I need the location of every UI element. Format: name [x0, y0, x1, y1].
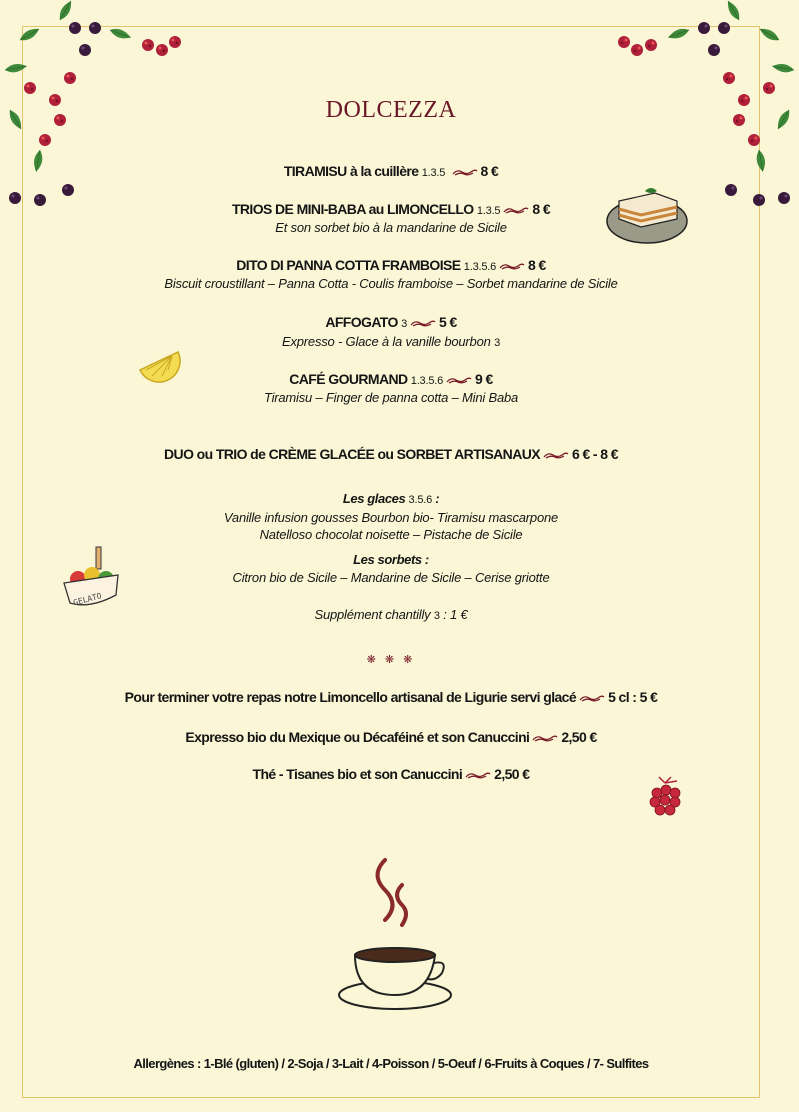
item-name: Thé - Tisanes bio et son Canuccini [252, 766, 463, 782]
drink-expresso [0, 729, 782, 745]
page-title: DOLCEZZA [325, 97, 457, 123]
glaces-label: Les glaces [342, 491, 406, 506]
supplement-line [0, 607, 782, 622]
item-name: AFFOGATO [325, 314, 398, 330]
item-price: 6 € - 8 € [571, 446, 618, 462]
coffee-cup-illustration [330, 855, 460, 1015]
item-price: 8 € [532, 201, 551, 217]
allergens-footer: Allergènes : 1-Blé (gluten) / 2-Soja / 3-Lait / 4-Poisson / 5-Oeuf / 6-Fruits à Coques / 7- Sulfites [133, 1056, 649, 1071]
menu-item-tiramisu [0, 163, 782, 179]
sorbets-heading: Les sorbets : [353, 552, 429, 567]
item-price: 9 € [475, 371, 493, 387]
item-name: DUO ou TRIO de CRÈME GLACÉE ou SORBET ARTISANAUX [164, 446, 540, 462]
item-allergens: 1.3.5.6 [410, 375, 444, 387]
item-price: 5 € [439, 314, 457, 330]
menu-item-affogato [0, 314, 782, 330]
menu-item-panna-cotta [0, 257, 782, 273]
item-allergens: 1.3.5 [421, 167, 446, 179]
tilde-ornament-icon [410, 318, 436, 328]
item-allergens: 3 [401, 318, 407, 330]
item-name: DITO DI PANNA COTTA FRAMBOISE [236, 257, 461, 273]
gelato-label: GELATO [72, 591, 103, 608]
item-allergens: 3.5.6 [408, 494, 433, 506]
item-description: Biscuit croustillant – Panna Cotta - Coulis framboise – Sorbet mandarine de Sicile [164, 276, 618, 291]
tilde-ornament-icon [532, 733, 558, 743]
glaces-line: Vanille infusion gousses Bourbon bio- Tiramisu mascarpone [223, 510, 559, 525]
item-description [0, 334, 782, 349]
item-allergens: 3 [433, 610, 440, 622]
item-allergens: 3 [494, 337, 500, 349]
glaces-heading [0, 491, 782, 506]
colon: : [432, 491, 440, 506]
supplement-label: Supplément chantilly [314, 607, 431, 622]
item-name: TIRAMISU à la cuillère [283, 163, 419, 179]
tilde-ornament-icon [503, 205, 529, 215]
item-name: Expresso bio du Mexique ou Décaféiné et son Canuccini [185, 729, 530, 745]
tilde-ornament-icon [446, 375, 472, 385]
item-price: 2,50 € [494, 766, 530, 782]
item-allergens: 1.3.5.6 [463, 261, 497, 273]
item-description-text: Expresso - Glace à la vanille bourbon [281, 334, 491, 349]
glaces-line: Natelloso chocolat noisette – Pistache de Sicile [259, 527, 523, 542]
menu-item-cafe-gourmand [0, 371, 782, 387]
item-allergens: 1.3.5 [476, 205, 501, 217]
item-description: Et son sorbet bio à la mandarine de Sicile [275, 220, 507, 235]
item-name: TRIOS DE MINI-BABA au LIMONCELLO [231, 201, 474, 217]
tilde-ornament-icon [499, 261, 525, 271]
drink-limoncello [0, 689, 782, 705]
tilde-ornament-icon [579, 693, 605, 703]
sorbets-line: Citron bio de Sicile – Mandarine de Sicile – Cerise griotte [232, 570, 550, 585]
separator-stars: ❋ ❋ ❋ [366, 654, 416, 666]
item-price: 8 € [528, 257, 546, 273]
tilde-ornament-icon [543, 450, 569, 460]
tilde-ornament-icon [465, 770, 491, 780]
menu-item-mini-baba [0, 201, 782, 217]
item-description: Tiramisu – Finger de panna cotta – Mini Baba [263, 390, 519, 405]
item-name: Pour terminer votre repas notre Limoncello artisanal de Ligurie servi glacé [124, 689, 577, 705]
drink-the-tisanes [0, 766, 782, 782]
menu-item-ice-cream [0, 446, 782, 462]
item-price: 5 cl : 5 € [608, 689, 658, 705]
item-price: 8 € [480, 163, 499, 179]
supplement-price: : 1 € [439, 607, 468, 622]
item-price: 2,50 € [561, 729, 597, 745]
item-name: CAFÉ GOURMAND [289, 371, 408, 387]
tilde-ornament-icon [452, 167, 478, 177]
